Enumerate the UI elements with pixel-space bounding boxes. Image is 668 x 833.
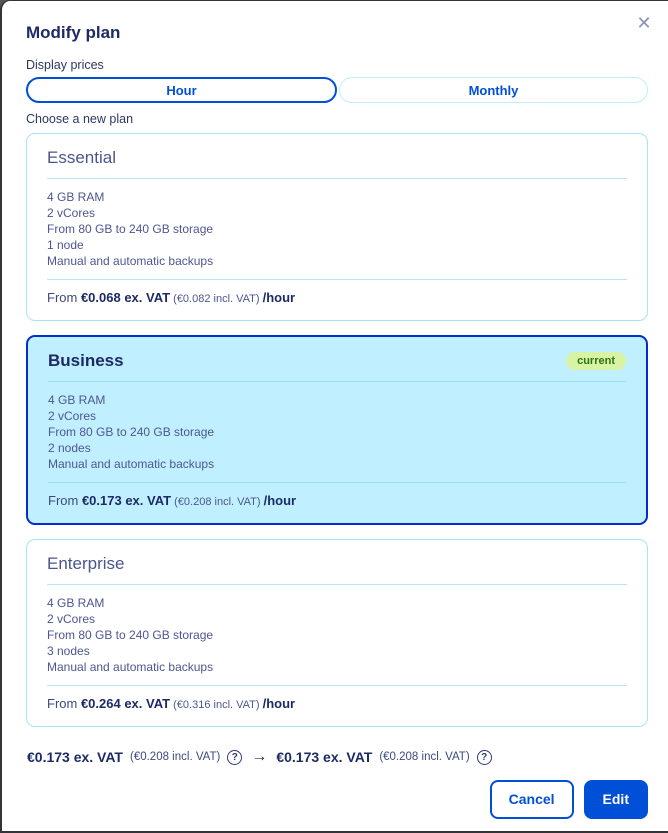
plan-card-header bbox=[47, 148, 627, 168]
plan-card-header bbox=[48, 351, 626, 371]
help-icon[interactable]: ? bbox=[477, 750, 492, 765]
plan-spec: 4 GB RAM bbox=[47, 596, 105, 610]
plan-card-enterprise[interactable] bbox=[26, 539, 648, 727]
dialog-title: Modify plan bbox=[26, 23, 121, 42]
plan-spec: From 80 GB to 240 GB storage bbox=[47, 222, 214, 236]
price-unit: /hour bbox=[263, 493, 297, 508]
plan-spec: 2 vCores bbox=[48, 409, 97, 423]
plan-price bbox=[48, 493, 626, 508]
divider bbox=[47, 584, 627, 585]
plan-card-header bbox=[47, 554, 627, 574]
divider bbox=[48, 482, 626, 483]
new-total-price: €0.173 ex. VAT bbox=[276, 749, 373, 765]
plan-spec: Manual and automatic backups bbox=[48, 457, 215, 471]
plan-spec: 1 node bbox=[47, 238, 84, 252]
price-prefix: From bbox=[47, 696, 81, 711]
close-icon[interactable]: ✕ bbox=[632, 11, 656, 35]
edit-button[interactable]: Edit bbox=[584, 780, 648, 819]
toggle-option-hour[interactable]: Hour bbox=[26, 77, 337, 103]
current-total-incl-vat: (€0.208 incl. VAT) bbox=[129, 751, 221, 763]
price-incl-vat: (€0.082 incl. VAT) bbox=[170, 293, 263, 305]
price-prefix: From bbox=[47, 290, 81, 305]
current-total-price: €0.173 ex. VAT bbox=[27, 749, 123, 765]
plan-price bbox=[47, 696, 627, 711]
plan-name: Enterprise bbox=[47, 554, 125, 573]
plan-spec: 4 GB RAM bbox=[47, 190, 105, 204]
price-unit: /hour bbox=[262, 696, 296, 711]
plan-name: Business bbox=[48, 351, 124, 370]
divider bbox=[47, 279, 627, 280]
divider bbox=[47, 685, 627, 686]
display-prices-label: Display prices bbox=[26, 58, 104, 72]
divider bbox=[48, 381, 626, 382]
plan-price bbox=[47, 290, 627, 305]
plan-card-business[interactable] bbox=[26, 335, 648, 525]
price-excl-vat: €0.264 ex. VAT bbox=[80, 696, 171, 711]
arrow-right-icon: → bbox=[251, 748, 268, 765]
cancel-button[interactable]: Cancel bbox=[490, 780, 574, 819]
plan-card-essential[interactable] bbox=[26, 133, 648, 321]
plan-spec: From 80 GB to 240 GB storage bbox=[47, 628, 214, 642]
dialog-actions bbox=[26, 780, 648, 819]
plan-spec: From 80 GB to 240 GB storage bbox=[48, 425, 215, 439]
plan-spec: 4 GB RAM bbox=[48, 393, 106, 407]
price-incl-vat: (€0.208 incl. VAT) bbox=[171, 496, 264, 508]
plan-spec: 2 vCores bbox=[47, 612, 96, 626]
price-period-toggle bbox=[26, 77, 648, 103]
plan-spec: Manual and automatic backups bbox=[47, 254, 214, 268]
price-excl-vat: €0.068 ex. VAT bbox=[80, 290, 171, 305]
divider bbox=[47, 178, 627, 179]
plan-name: Essential bbox=[47, 148, 116, 167]
price-prefix: From bbox=[48, 493, 82, 508]
toggle-option-monthly[interactable]: Monthly bbox=[339, 77, 648, 103]
plan-spec: Manual and automatic backups bbox=[47, 660, 214, 674]
new-total-incl-vat: (€0.208 incl. VAT) bbox=[379, 751, 470, 763]
price-incl-vat: (€0.316 incl. VAT) bbox=[170, 699, 263, 711]
plan-spec: 3 nodes bbox=[47, 644, 90, 658]
current-plan-badge: current bbox=[566, 352, 626, 370]
choose-plan-label: Choose a new plan bbox=[26, 112, 134, 126]
price-unit: /hour bbox=[262, 290, 296, 305]
help-icon[interactable]: ? bbox=[227, 750, 242, 765]
price-change-summary bbox=[27, 748, 648, 766]
plan-spec: 2 nodes bbox=[48, 441, 91, 455]
price-excl-vat: €0.173 ex. VAT bbox=[81, 493, 172, 508]
plan-spec: 2 vCores bbox=[47, 206, 96, 220]
